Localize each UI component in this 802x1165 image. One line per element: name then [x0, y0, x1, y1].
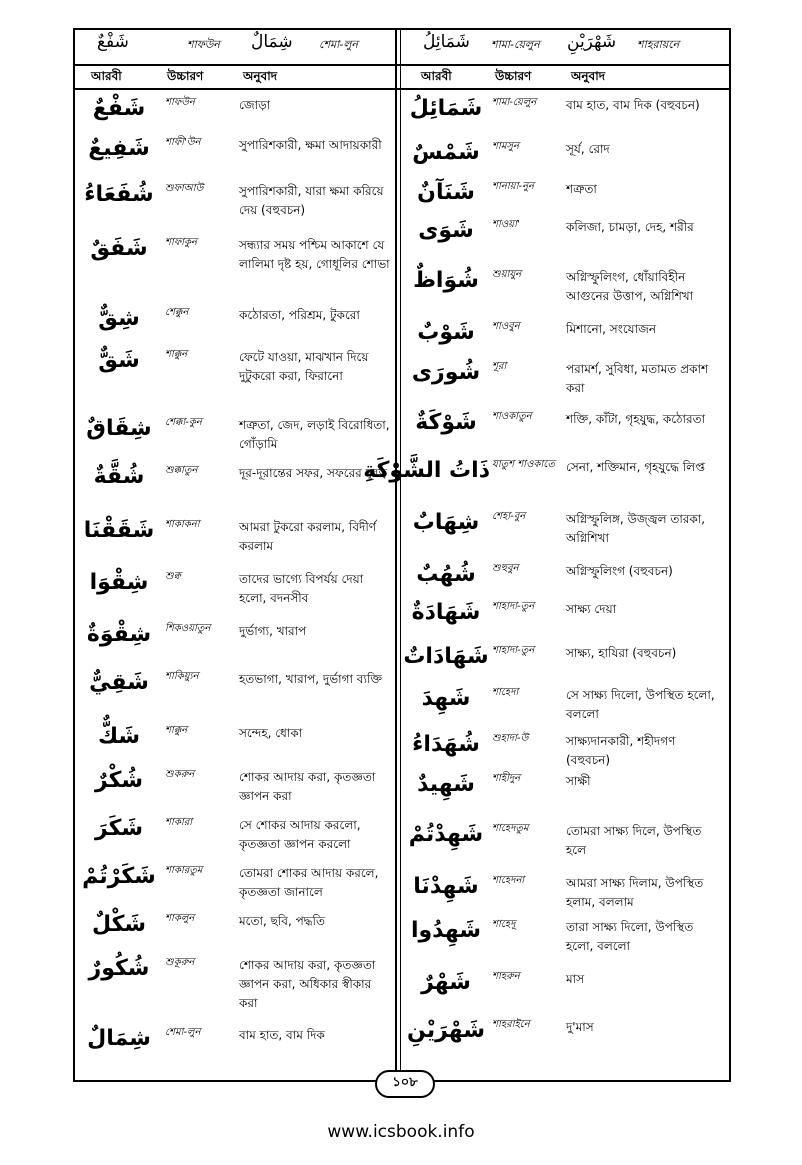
meaning: সন্দেহ, ধোকা [239, 726, 303, 740]
pronunciation: শাওকাতুন [492, 411, 532, 422]
arabic-word: شُهُبٌ [416, 562, 476, 587]
pronunciation: শুহাদা-উ [492, 733, 529, 744]
meaning: শোকর আদায় করা, কৃতজ্ঞতা জ্ঞাপন করা, অধিকার স্বীকার করা [239, 958, 376, 1010]
meaning: অগ্নিস্ফুলিংগ, ধোঁয়াবিহীন আগুনের উত্তাপ, অগ্নিশিখা [566, 270, 694, 303]
arabic-word: ذَاتُ الشَّوْكَةِ [363, 458, 490, 483]
header-left-trans-2: শেমা-লুন [319, 38, 359, 51]
pronunciation: শাহেদা [492, 687, 519, 698]
pronunciation: শুকরুন [165, 769, 195, 780]
meaning: আমরা টুকরো করলাম, বিদীর্ণ করলাম [239, 520, 377, 553]
arabic-word: شَهِدُوا [410, 918, 482, 943]
meaning: শত্রুতা [566, 182, 597, 196]
arabic-word: شَكْلٌ [91, 912, 147, 937]
arabic-word: شَهَادَاتٌ [403, 644, 489, 669]
arabic-word: شَكَرْتُمْ [82, 864, 156, 889]
meaning: দু'মাস [566, 1020, 594, 1034]
header-left-arabic-2: شِمَالٌ [251, 32, 293, 52]
arabic-word: شِهَابٌ [412, 510, 480, 535]
footer-url[interactable]: www.icsbook.info [327, 1122, 475, 1142]
meaning: মাস [566, 972, 585, 986]
meaning: কলিজা, চামড়া, দেহ, শরীর [566, 220, 694, 234]
arabic-word: شِمَالٌ [87, 1026, 151, 1051]
pronunciation: শাহরুন [492, 971, 520, 982]
arabic-word: شِقْوَةٌ [86, 622, 152, 647]
meaning: হতভাগা, খারাপ, দুর্ভাগা ব্যক্তি [239, 672, 383, 686]
pronunciation: শাহেদনা [492, 875, 525, 886]
arabic-word: شُكُورٌ [88, 956, 150, 981]
arabic-word: شُكْرٌ [94, 768, 144, 793]
meaning: সুপারিশকারী, যারা ক্ষমা করিয়ে দেয় (বহুবচন) [239, 184, 384, 217]
arabic-word: شُوَاظٌ [413, 268, 479, 293]
col-arabic-left: আরবী [91, 69, 122, 83]
arabic-word: شَهَادَةٌ [411, 600, 481, 625]
pronunciation: শাওবুন [492, 321, 520, 332]
pronunciation: শুয়াযুন [492, 269, 522, 280]
meaning: বাম হাত, বাম দিক [239, 1028, 325, 1042]
arabic-word: شَفَقٌ [90, 236, 148, 261]
meaning: সন্ধ্যার সময় পশ্চিম আকাশে যে লালিমা দৃষ্ট হয়, গোধূলির শোভা [239, 238, 390, 271]
arabic-word: شَهِدْنَا [413, 874, 479, 899]
pronunciation: শুহুবুন [492, 563, 519, 574]
pronunciation: যাতুশ শাওকাতে [492, 459, 555, 470]
column-divider [395, 30, 397, 1084]
pronunciation: শাক্কুন [165, 725, 188, 736]
meaning: মতো, ছবি, পদ্ধতি [239, 914, 325, 928]
arabic-word: شَهْرَيْنِ [407, 1018, 485, 1043]
meaning: ফেটে যাওয়া, মাঝখান দিয়ে দুটুকরো করা, ফিরানো [239, 350, 369, 383]
pronunciation: শুকূরুন [165, 957, 195, 968]
arabic-word: شَوْبٌ [417, 320, 475, 345]
dictionary-page [73, 28, 731, 1090]
meaning: তাদের ভাগ্যে বিপর্যয় দেয়া হলো, বদনসীব [239, 572, 364, 605]
pronunciation: শানায়া-নুন [492, 181, 535, 192]
meaning: সে সাক্ষ্য দিলো, উপস্থিত হলো, বললো [566, 688, 715, 721]
col-meaning-left: অনুবাদ [243, 69, 278, 83]
pronunciation: শামা-য়েলুন [492, 97, 537, 108]
arabic-word: شِقْوَا [89, 570, 149, 595]
meaning: সাক্ষী [566, 774, 591, 788]
arabic-word: شَهِيدٌ [417, 772, 475, 797]
page-number: ১০৮ [375, 1070, 435, 1098]
meaning: সাক্ষ্য দেয়া [566, 602, 617, 616]
meaning: কঠোরতা, পরিশ্রম, টুকরো [239, 308, 360, 322]
pronunciation: শামসুন [492, 141, 519, 152]
pronunciation: শূরা [492, 361, 507, 372]
meaning: শক্তি, কাঁটা, গৃহযুদ্ধ, কঠোরতা [566, 412, 706, 426]
arabic-word: شَمْسٌ [412, 140, 480, 165]
pronunciation: শাফী'উন [165, 137, 201, 148]
pronunciation: শুক্ব [165, 571, 181, 582]
arabic-word: شَهِدَ [421, 686, 471, 711]
arabic-word: شَفْعٌ [92, 96, 146, 121]
pronunciation: শাকারতুম [165, 865, 203, 876]
arabic-word: شَكٌّ [97, 724, 141, 749]
pronunciation: শাকারা [165, 817, 193, 828]
arabic-word: شِقٌّ [98, 306, 140, 331]
pronunciation: শাহীদুন [492, 773, 521, 784]
pronunciation: শেহা-বুন [492, 511, 526, 522]
pronunciation: শাকিয়্যুন [165, 671, 199, 682]
col-arabic-right: আরবী [421, 69, 452, 83]
header-right-arabic-2: شَهْرَيْنِ [567, 32, 617, 52]
header-right-trans-1: শামা-য়েলুন [491, 38, 540, 51]
header-right-trans-2: শাহরায়নে [637, 38, 680, 51]
meaning: শোকর আদায় করা, কৃতজ্ঞতা জ্ঞাপন করা [239, 770, 376, 803]
header-right-arabic-1: شَمَائِلُ [423, 32, 470, 52]
pronunciation: শুক্কাতুন [165, 465, 198, 476]
meaning: শত্রুতা, জেদ, লড়াই বিরোধিতা, গোঁড়ামি [239, 418, 390, 451]
meaning: মিশানো, সংযোজন [566, 322, 656, 336]
meaning: সেনা, শক্তিমান, গৃহযুদ্ধে লিপ্ত [566, 460, 705, 474]
arabic-word: شَنَآنٌ [417, 180, 475, 205]
arabic-word: شَوَى [418, 218, 474, 243]
meaning: অগ্নিস্ফুলিংগ (বহুবচন) [566, 564, 673, 578]
pronunciation: শিকওয়াতুন [165, 623, 211, 634]
pronunciation: শাহাদা-তুন [492, 645, 535, 656]
arabic-word: شَقِيٌّ [89, 670, 149, 695]
arabic-word: شِقَاقٌ [86, 416, 152, 441]
header-left-arabic-1: شَفْعٌ [97, 32, 129, 52]
pronunciation: শাহেদূ [492, 919, 516, 930]
arabic-word: شَهْرٌ [421, 970, 471, 995]
arabic-word: شَفِيعٌ [88, 136, 150, 161]
meaning: সাক্ষ্যদানকারী, শহীদগণ (বহুবচন) [566, 734, 676, 767]
meaning: তোমরা শোকর আদায় করলে, কৃতজ্ঞতা জানালে [239, 866, 379, 899]
meaning: অগ্নিস্ফুলিঙ্গ, উজ্জ্বল তারকা, অগ্নিশিখা [566, 512, 706, 545]
pronunciation: শুফাআউ [165, 183, 204, 194]
arabic-word: شَهِدْتُمْ [408, 822, 484, 847]
meaning: সুপারিশকারী, ক্ষমা আদায়কারী [239, 138, 382, 152]
meaning: দূর-দূরান্তের সফর, সফরের দূরত্ব [239, 466, 388, 480]
pronunciation: শেমা-লুন [165, 1027, 201, 1038]
arabic-word: شُهَدَاءُ [412, 732, 480, 757]
pronunciation: শাহাদা-তুন [492, 601, 535, 612]
pronunciation: শেক্কুন [165, 307, 189, 318]
arabic-word: شَقَقْنَا [83, 518, 155, 543]
meaning: জোড়া [239, 98, 271, 112]
pronunciation: শাফাকুন [165, 237, 197, 248]
col-pron-left: উচ্চারণ [167, 69, 204, 83]
pronunciation: শাকলুন [165, 913, 195, 924]
col-meaning-right: অনুবাদ [571, 69, 606, 83]
arabic-word: شَكَرَ [94, 816, 144, 841]
pronunciation: শাকাকনা [165, 519, 200, 530]
arabic-word: شُقَّةٌ [93, 464, 145, 489]
meaning: তোমরা সাক্ষ্য দিলে, উপস্থিত হলে [566, 824, 702, 857]
meaning: সে শোকর আদায় করলো, কৃতজ্ঞতা জ্ঞাপন করলো [239, 818, 361, 851]
arabic-word: شُورَى [411, 360, 481, 385]
col-pron-right: উচ্চারণ [495, 69, 532, 83]
pronunciation: শাহরাইনে [492, 1019, 530, 1030]
meaning: তারা সাক্ষ্য দিলো, উপস্থিত হলো, বললো [566, 920, 694, 953]
meaning: সূর্য, রোদ [566, 142, 610, 156]
meaning: দুর্ভাগ্য, খারাপ [239, 624, 307, 638]
arabic-word: شَمَائِلُ [409, 96, 483, 121]
meaning: বাম হাত, বাম দিক (বহুবচন) [566, 98, 700, 112]
arabic-word: شَوْكَةٌ [415, 410, 477, 435]
meaning: পরামর্শ, সুবিধা, মতামত প্রকাশ করা [566, 362, 709, 395]
pronunciation: শাফউন [165, 97, 195, 108]
arabic-word: شَقٌّ [98, 348, 140, 373]
meaning: আমরা সাক্ষ্য দিলাম, উপস্থিত হলাম, বললাম [566, 876, 704, 909]
pronunciation: শেক্কা-কুন [165, 417, 202, 428]
pronunciation: শাওয়া' [492, 219, 520, 230]
pronunciation: শাহেদতুম [492, 823, 529, 834]
arabic-word: شُفَعَاءُ [84, 182, 154, 207]
column-divider-inner [400, 30, 401, 1084]
meaning: সাক্ষ্য, হাযিরা (বহুবচন) [566, 646, 677, 660]
header-left-trans-1: শাফউন [187, 38, 220, 51]
running-header [75, 30, 729, 66]
pronunciation: শাক্কুন [165, 349, 188, 360]
